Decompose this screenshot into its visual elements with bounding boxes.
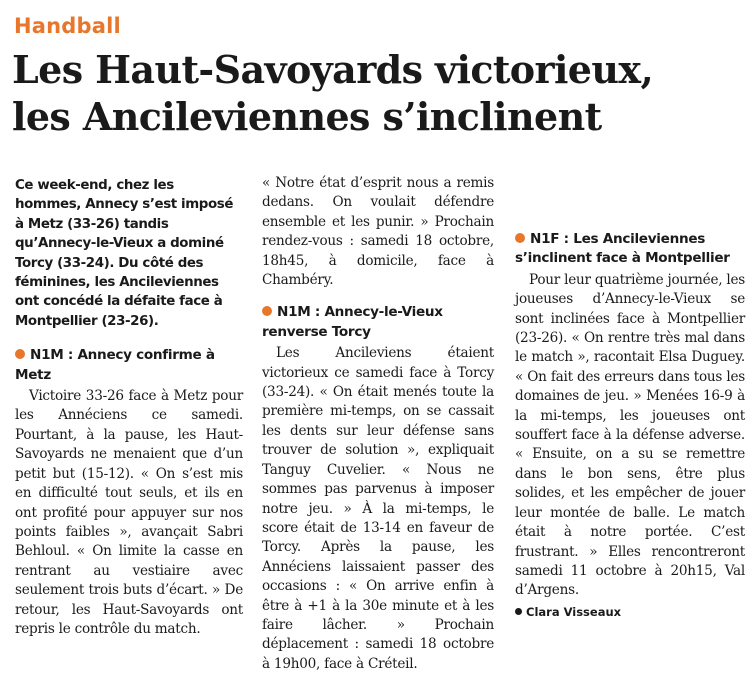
- section-3-body: Pour leur quatrième journée, les joueuses d’Annecy-le-Vieux se sont inclinées face à Montpellier (23-26). « On rentre très mal dans le match », racontait Elsa Duguey. « On fait des erreurs dans tous les domaines de jeu. » Menées 16-9 à la mi-temps, les joueuses ont souffert face à la défense adverse. « Ensuite, on a su se remettre dans le bon sens, être plus solides, et les empêcher de jouer leur montée de balle. Le match était à notre portée. C’est frustrant. » Elles rencontreront samedi 11 octobre à 20h15, Val d’Argens.: [515, 271, 745, 599]
- column-2: [262, 174, 494, 674]
- column-3: [515, 174, 745, 622]
- section-2-title-text: N1M : Annecy-le-Vieux renverse Torcy: [262, 304, 443, 340]
- headline: [12, 46, 742, 140]
- headline-line-1: Les Haut-Savoyards victorieux,: [12, 47, 654, 92]
- signature: [515, 603, 745, 622]
- bullet-dot-icon: [515, 233, 525, 243]
- bullet-dot-icon: [15, 349, 25, 359]
- section-3-title-text: N1F : Les Ancileviennes s’inclinent face à Montpellier: [515, 231, 730, 267]
- signature-name: Clara Visseaux: [526, 604, 622, 619]
- section-2-title: [262, 303, 494, 342]
- rubric-label: Handball: [14, 14, 121, 38]
- column-1: [15, 176, 243, 639]
- section-1-body: Victoire 33-26 face à Metz pour les Annéciens ce samedi. Pourtant, à la pause, les Haut-Savoyards ne menaient que d’un petit but (15-12). « On s’est mis en difficulté tout seuls, et ils en ont profité pour appuyer sur nos points faibles », avançait Sabri Behloul. « On limite la casse en rentrant au vestiaire avec seulement trois buts d’écart. » De retour, les Haut-Savoyards ont repris le contrôle du match.: [15, 388, 243, 637]
- signature-dot-icon: [515, 608, 522, 615]
- section-1-title: [15, 346, 243, 385]
- section-1-body-continued: « Notre état d’esprit nous a remis dedans. On voulait défendre ensemble et les punir. » Prochain rendez-vous : samedi 18 octobre, 18h45, à domicile, face à Chambéry.: [262, 175, 494, 289]
- section-3-title: [515, 230, 745, 269]
- headline-line-2: les Ancileviennes s’inclinent: [12, 94, 602, 139]
- chapo: Ce week-end, chez les hommes, Annecy s’est imposé à Metz (33-26) tandis qu’Annecy-le-Vieux a dominé Torcy (33-24). Du côté des féminines, les Ancileviennes ont concédé la défaite face à Montpellier (23-26).: [15, 178, 234, 329]
- section-1-title-text: N1M : Annecy confirme à Metz: [15, 347, 215, 383]
- section-2-body: Les Ancileviens étaient victorieux ce samedi face à Torcy (33-24). « On était menés toute la première mi-temps, on se cassait les dents sur leur défense sans trouver de solution », expliquait Tanguy Cuvelier. « Nous ne sommes pas parvenus à imposer notre jeu. » À la mi-temps, le score était de 13-14 en faveur de Torcy. Après la pause, les Annéciens laissaient passer des occasions : « On arrive enfin à être à +1 à la 30e minute et à les faire lâcher. » Prochain déplacement : samedi 18 octobre à 19h00, face à Créteil.: [262, 345, 494, 672]
- bullet-dot-icon: [262, 306, 272, 316]
